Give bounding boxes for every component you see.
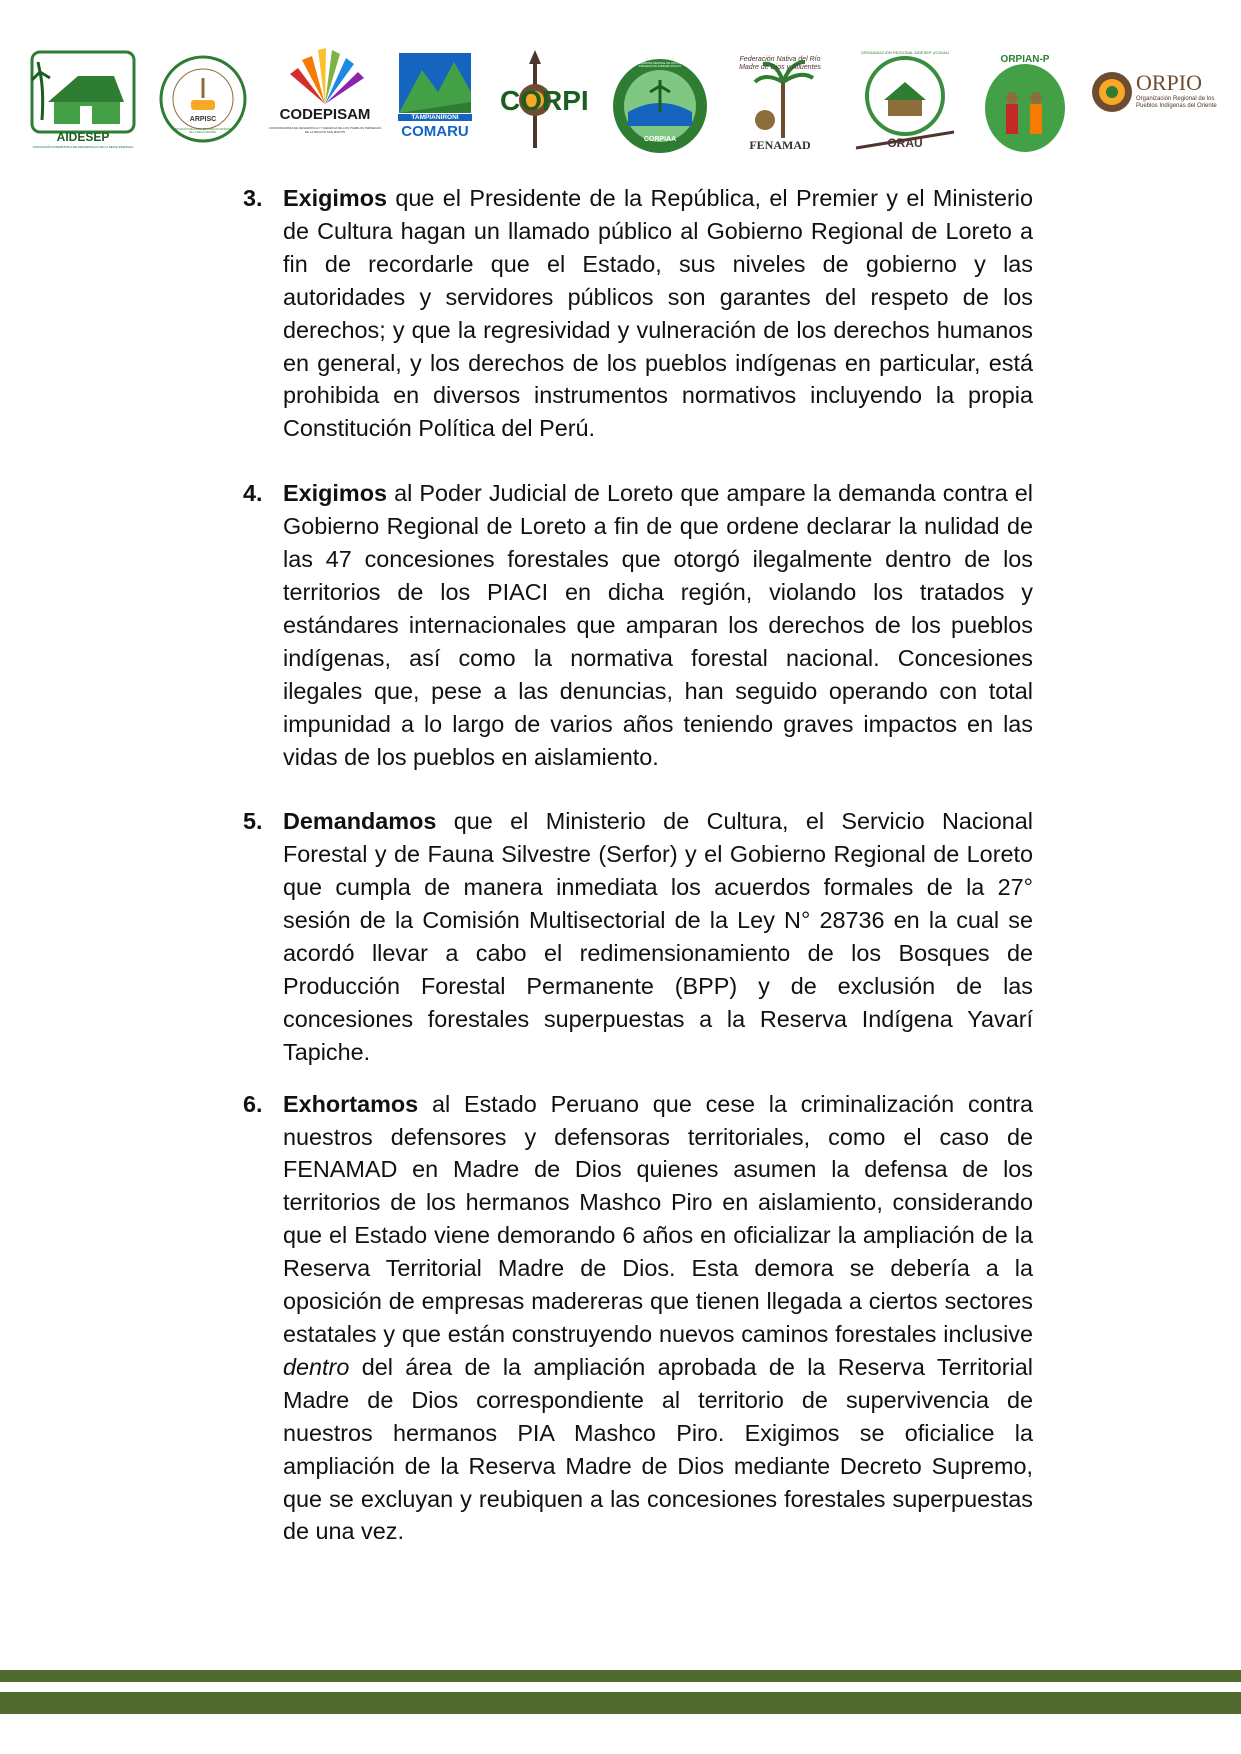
corpi-logo [490, 50, 590, 150]
item-keyword: Demandamos [283, 808, 437, 835]
arpisc-logo [158, 54, 248, 144]
orpio-subtitle: Organización Regional de los Pueblos Indígenas del Oriente [1136, 96, 1217, 109]
corpiaa-caption: CORPIAA [643, 136, 677, 143]
item-text: al Poder Judicial de Loreto que ampare la demanda contra el Gobierno Regional de Loreto a fin de que ordene declarar la nulidad de las 47 concesiones forestales que otorgó ilegalmente dentro de los territorios de los PIACI en dicha región, violando los tratados y estándares internacionales que amparan los derechos de los pueblos indígenas, así como la normativa forestal nacional. Concesiones ilegales que, pese a las denuncias, han seguido operando con total impunidad a lo largo de varios años teniendo graves impactos en las vidas de los pueblos en aislamiento. [283, 480, 1033, 770]
item-emphasis: dentro [283, 1353, 350, 1380]
orau-logo [850, 48, 960, 154]
codepisam-caption: CODEPISAM [279, 106, 371, 123]
arpisc-subtitle: ASOCIACIÓN REGIONAL DE PUEBLOS INDÍGENAS DE LA SELVA CENTRAL [172, 128, 234, 134]
item-text-before: al Estado Peruano que cese la criminalización contra nuestros defensores y defensoras territoriales, como el caso de FENAMAD en Madre de Dios quienes asumen la defensa de los territorios de los hermanos Mashco Piro en aislamiento, considerando que el Estado viene demorando 6 años en oficializar la ampliación de la Reserva Territorial Madre de Dios. Esta demora se debería a la oposición de empresas madereras que tienen llegada a ciertos sectores estatales y que están construyendo nuevos caminos forestales inclusive [283, 1090, 1033, 1347]
item-keyword: Exhortamos [283, 1090, 419, 1117]
list-item [243, 805, 1033, 1068]
orau-caption: ORAU [887, 136, 923, 150]
aidesep-subtitle: ASOCIACIÓN INTERÉTNICA DE DESARROLLO DE LA SELVA PERUANA [32, 145, 134, 149]
aidesep-caption: AIDESEP [56, 130, 110, 144]
codepisam-logo [268, 44, 382, 148]
aidesep-logo [28, 50, 138, 154]
fenamad-subtitle: Federación Nativa del Río Madre de Dios y Afluentes [739, 56, 821, 71]
orpio-logo [1090, 70, 1225, 130]
comaru-caption: COMARU [401, 123, 469, 140]
list-item [243, 182, 1033, 445]
comaru-logo [398, 52, 472, 144]
item-number: 6. [243, 1090, 263, 1117]
fenamad-caption: FENAMAD [749, 138, 811, 152]
orpian-p-logo [980, 54, 1070, 154]
item-number: 4. [243, 480, 263, 507]
list-item [243, 1088, 1033, 1549]
item-number: 3. [243, 185, 263, 211]
document-body [243, 182, 1033, 1548]
orpian-p-caption: ORPIAN-P [1000, 54, 1050, 65]
item-keyword: Exigimos [283, 480, 387, 507]
orpio-caption: ORPIO [1136, 70, 1203, 95]
comaru-subtitle: TAMPIANIRONI [398, 114, 472, 121]
fenamad-logo [725, 48, 835, 154]
item-keyword: Exigimos [283, 185, 387, 211]
footer-bar-bottom [0, 1692, 1241, 1714]
codepisam-subtitle: COORDINADORA DE DESARROLLO Y DEFENSA DE LOS PUEBLOS INDÍGENAS DE LA REGIÓN SAN MARTÍN [268, 126, 382, 134]
list-item [243, 477, 1033, 773]
item-number: 5. [243, 808, 263, 835]
item-text: que el Presidente de la República, el Premier y el Ministerio de Cultura hagan un llamado público al Gobierno Regional de Loreto a fin de recordarle que el Estado, sus niveles de gobierno y las autoridades y servidores públicos son garantes del respeto de los derechos; y que la regresividad y vulneración de los derechos humanos en general, y los derechos de los pueblos indígenas en particular, está prohibida en diversos instrumentos normativos incluyendo la propia Constitución Política del Perú. [283, 185, 1033, 442]
corpi-caption: CORPI [500, 85, 589, 116]
corpiaa-logo [610, 56, 710, 156]
corpiaa-subtitle: COORDINADORA REGIONAL DE LOS PUEBLOS INDÍGENAS DE AAIDESEP ATALAYA [631, 62, 689, 68]
arpisc-caption: ARPISC [189, 116, 217, 123]
orau-subtitle: ORGANIZACIÓN REGIONAL AIDESEP UCAYALI [860, 50, 950, 55]
footer-bar-top [0, 1670, 1241, 1682]
item-text: que el Ministerio de Cultura, el Servicio Nacional Forestal y de Fauna Silvestre (Serfor) y el Gobierno Regional de Loreto que cumpla de manera inmediata los acuerdos formales de la 27° sesión de la Comisión Multisectorial de la Ley N° 28736 en la cual se acordó llevar a cabo el redimensionamiento de los Bosques de Producción Forestal Permanente (BPP) y de exclusión de las concesiones forestales superpuestas a la Reserva Indígena Yavarí Tapiche. [283, 808, 1033, 1065]
header-logos [0, 44, 1241, 164]
item-text-after: del área de la ampliación aprobada de la Reserva Territorial Madre de Dios correspondiente al territorio de supervivencia de nuestros hermanos PIA Mashco Piro. Exigimos se oficialice la ampliación de la Reserva Madre de Dios mediante Decreto Supremo, que se excluyan y reubiquen a las concesiones forestales superpuestas de una vez. [283, 1353, 1033, 1545]
